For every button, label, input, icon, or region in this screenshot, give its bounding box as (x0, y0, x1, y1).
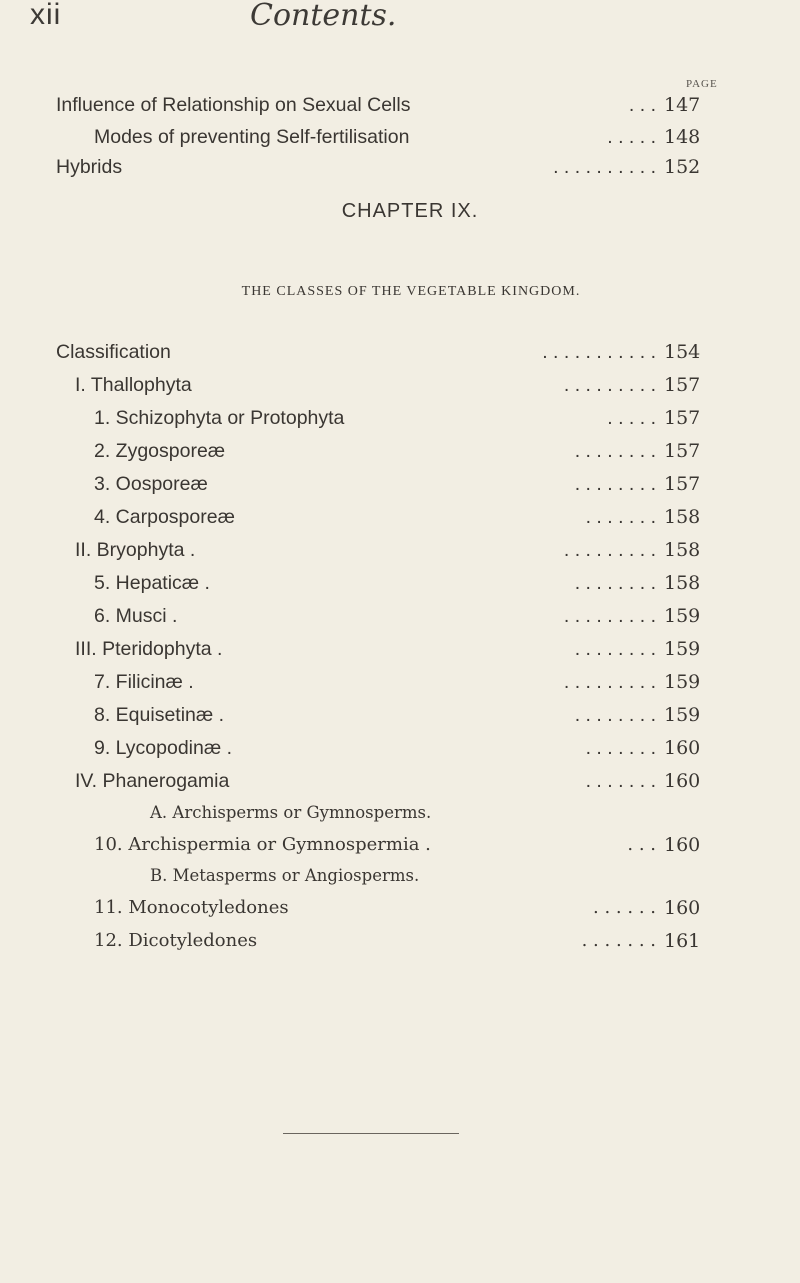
leader-dots: . . . . . (607, 407, 656, 429)
toc-entry (94, 568, 716, 598)
toc-entry (94, 403, 716, 433)
page-title: Contents. (250, 0, 397, 33)
toc-entry (56, 90, 716, 120)
toc-entry-page: 158 (664, 539, 701, 561)
toc-entry-label: Influence of Relationship on Sexual Cells (56, 94, 411, 116)
chapter-heading: CHAPTER IX. (341, 200, 479, 222)
toc-entry-label: 9. Lycopodinæ . (94, 737, 233, 759)
toc-entry-label: 7. Filicinæ . (94, 671, 194, 693)
leader-dots: . . . . . . . (581, 930, 656, 951)
toc-entry-page: 158 (664, 506, 701, 528)
leader-dots: . . . . . (607, 126, 656, 148)
leader-dots: . . . . . . . . (574, 572, 656, 594)
leader-dots: . . . . . . . . (574, 473, 656, 495)
toc-entry (94, 601, 716, 631)
toc-entry-page: 159 (664, 671, 701, 693)
toc-entry-page: 152 (664, 156, 701, 178)
toc-entry-page: 160 (664, 897, 701, 919)
leader-dots: . . . . . . . . (574, 440, 656, 462)
toc-entry-label: 3. Oosporeæ (94, 473, 208, 495)
toc-entry (94, 667, 716, 697)
toc-entry-page: 154 (664, 341, 701, 363)
leader-dots: . . . . . . . . (574, 638, 656, 660)
toc-entry (75, 766, 716, 796)
toc-entry-page: 148 (664, 126, 701, 148)
toc-entry-label: Hybrids (56, 156, 123, 178)
toc-entry-label: II. Bryophyta . (75, 539, 196, 561)
toc-entry-page: 157 (664, 473, 701, 495)
leader-dots: . . . . . . . . . (563, 605, 656, 627)
toc-entry-page: 147 (664, 94, 701, 116)
leader-dots: . . . . . . . (585, 737, 656, 759)
toc-entry (94, 469, 716, 499)
toc-entry (94, 436, 716, 466)
toc-entry-label: 12. Dicotyledones (94, 930, 258, 951)
leader-dots: . . . . . . . . . (563, 539, 656, 561)
section-divider (283, 1133, 459, 1134)
toc-entry-page: 161 (664, 930, 701, 952)
toc-entry (94, 502, 716, 532)
toc-entry (94, 733, 716, 763)
toc-entry (94, 700, 716, 730)
toc-entry (56, 152, 716, 182)
toc-entry-label: IV. Phanerogamia (75, 770, 230, 792)
toc-entry-label: Modes of preventing Self-fertilisation (94, 126, 410, 148)
toc-entry-label: III. Pteridophyta . (75, 638, 223, 660)
toc-entry-page: 160 (664, 770, 701, 792)
toc-entry (75, 370, 716, 400)
toc-entry-label: 5. Hepaticæ . (94, 572, 210, 594)
toc-entry (94, 830, 716, 860)
toc-entry-page: 157 (664, 407, 701, 429)
toc-entry-label: I. Thallophyta (75, 374, 192, 396)
toc-entry-label: Classification (56, 341, 171, 363)
toc-entry-page: 159 (664, 704, 701, 726)
toc-entry (75, 535, 716, 565)
leader-dots: . . . . . . . . . (563, 374, 656, 396)
leader-dots: . . . . . . (593, 897, 656, 918)
leader-dots: . . . . . . . . . (563, 671, 656, 693)
toc-entry-page: 158 (664, 572, 701, 594)
toc-entry-label: 10. Archispermia or Gymnospermia . (94, 834, 431, 855)
toc-entry-label: 1. Schizophyta or Protophyta (94, 407, 345, 429)
leader-dots: . . . (628, 94, 656, 116)
toc-entry-page: 157 (664, 374, 701, 396)
section-subheading: A. Archisperms or Gymnosperms. (150, 803, 432, 822)
section-subheading: B. Metasperms or Angiosperms. (150, 866, 420, 885)
toc-entry (94, 926, 716, 956)
page-numeral: xii (30, 0, 62, 31)
leader-dots: . . . . . . . . . . . (542, 341, 656, 363)
chapter-subheading: THE CLASSES OF THE VEGETABLE KINGDOM. (241, 284, 581, 299)
toc-entry-label: 2. Zygosporeæ (94, 440, 226, 462)
toc-entry-label: 8. Equisetinæ . (94, 704, 225, 726)
leader-dots: . . . . . . . (585, 770, 656, 792)
toc-entry (94, 122, 716, 152)
leader-dots: . . . . . . . (585, 506, 656, 528)
toc-entry-label: 11. Monocotyledones (94, 897, 289, 918)
leader-dots: . . . (627, 834, 656, 855)
leader-dots: . . . . . . . . . . (553, 156, 656, 178)
toc-entry-page: 160 (664, 834, 701, 856)
toc-entry (75, 634, 716, 664)
toc-entry-label: 4. Carposporeæ (94, 506, 235, 528)
toc-entry-page: 159 (664, 638, 701, 660)
toc-entry-label: 6. Musci . (94, 605, 178, 627)
page-column-label: PAGE (686, 78, 718, 90)
toc-entry (56, 337, 716, 367)
leader-dots: . . . . . . . . (574, 704, 656, 726)
toc-entry (94, 893, 716, 923)
toc-entry-page: 159 (664, 605, 701, 627)
toc-entry-page: 157 (664, 440, 701, 462)
toc-entry-page: 160 (664, 737, 701, 759)
